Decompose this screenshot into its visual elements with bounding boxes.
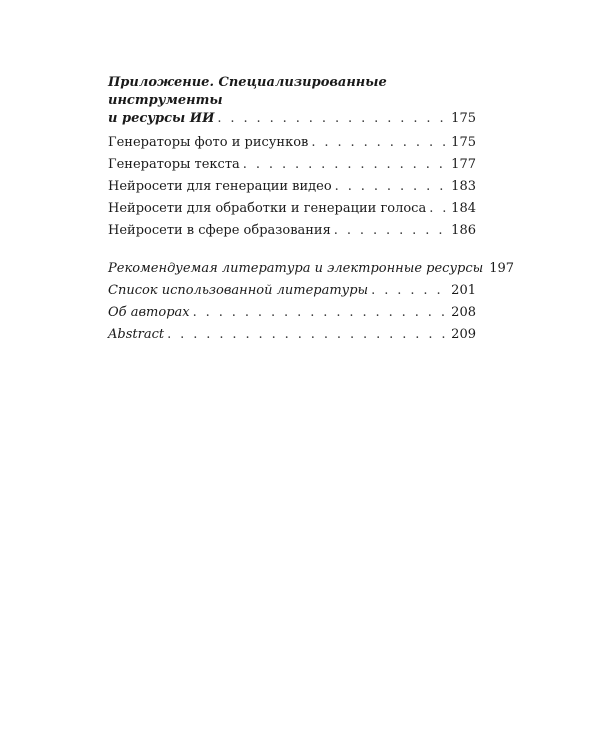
section-gap — [108, 242, 476, 258]
toc-entry-page: 183 — [451, 179, 476, 194]
appendix-title: Приложение. Специализированные инструменты — [108, 75, 387, 108]
toc-entry-page: 184 — [451, 201, 476, 216]
leader-dots — [429, 198, 448, 220]
toc-entry-education — [108, 220, 476, 242]
toc-entry-text-generators — [108, 154, 476, 176]
toc-entry-page: 177 — [451, 157, 476, 172]
toc-entry-label: Нейросети для генерации видео — [108, 179, 332, 194]
toc-entry-page: 201 — [451, 283, 476, 298]
appendix-title-row — [108, 110, 476, 128]
leader-dots — [167, 324, 448, 346]
toc-entry-page: 208 — [451, 305, 476, 320]
toc-entry-label: Список использованной литературы — [108, 283, 369, 298]
toc-entry-video-generation — [108, 176, 476, 198]
leader-dots — [243, 154, 448, 176]
leader-dots — [371, 280, 448, 302]
toc-entry-label: Нейросети в сфере образования — [108, 223, 331, 238]
leader-dots — [217, 110, 448, 128]
toc-entry-label: Генераторы фото и рисунков — [108, 135, 309, 150]
table-of-contents — [108, 74, 515, 346]
toc-entry-label: Об авторах — [108, 305, 190, 320]
leader-dots — [335, 176, 449, 198]
toc-entry-label: Генераторы текста — [108, 157, 240, 172]
toc-entry-about-authors — [108, 302, 476, 324]
appendix-page: 175 — [451, 111, 476, 126]
toc-entry-recommended-literature — [108, 258, 515, 280]
toc-entry-page: 209 — [451, 327, 476, 342]
toc-entry-label: Рекомендуемая литература и электронные ресурсы — [108, 261, 484, 276]
toc-entry-page: 197 — [489, 261, 515, 276]
toc-entry-references — [108, 280, 476, 302]
leader-dots — [193, 302, 449, 324]
toc-entry-photo-generators — [108, 132, 476, 154]
toc-entry-page: 186 — [451, 223, 476, 238]
toc-entry-label: Abstract — [108, 327, 165, 342]
toc-entry-page: 175 — [451, 135, 476, 150]
toc-entry-voice-generation — [108, 198, 476, 220]
appendix-title-cont: и ресурсы ИИ — [108, 111, 215, 126]
leader-dots — [334, 220, 448, 242]
toc-entry-label: Нейросети для обработки и генерации голоса — [108, 201, 427, 216]
leader-dots — [311, 132, 448, 154]
toc-entry-abstract — [108, 324, 476, 346]
